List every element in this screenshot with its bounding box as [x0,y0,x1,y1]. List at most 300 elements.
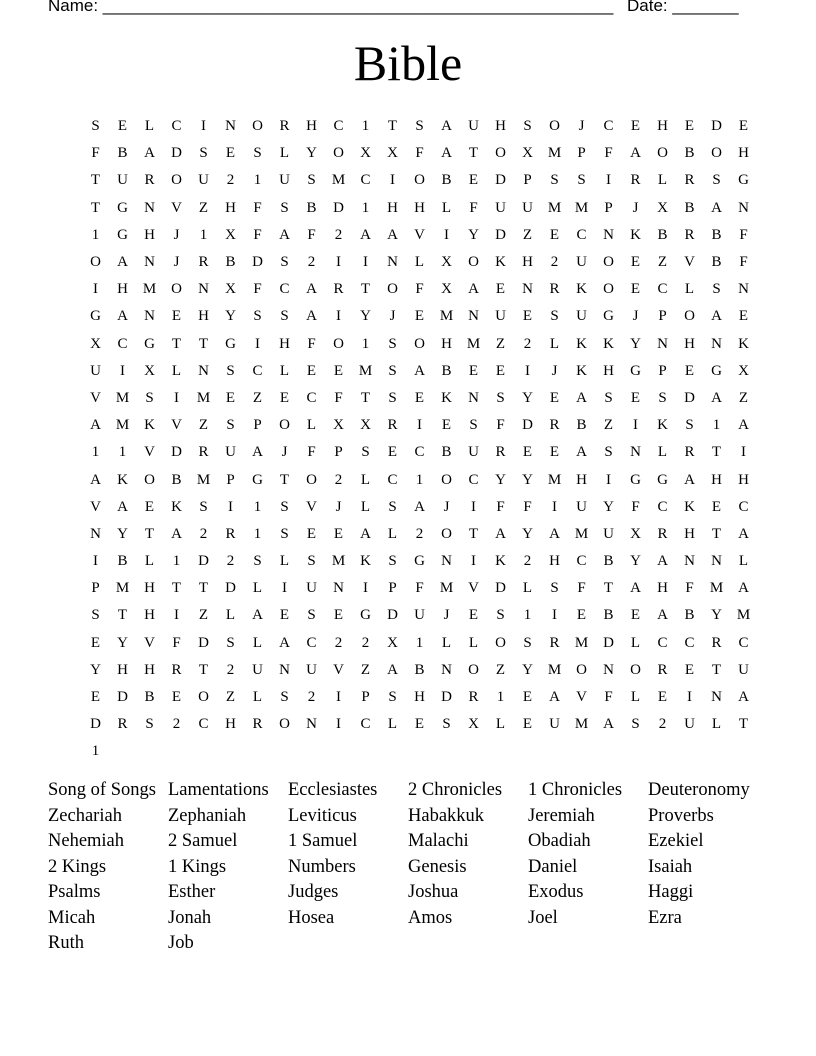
grid-cell[interactable]: O [603,254,614,271]
grid-cell[interactable]: M [196,389,211,406]
grid-cell[interactable]: D [198,634,209,651]
grid-cell[interactable]: N [144,199,155,216]
grid-cell[interactable]: L [225,607,236,624]
grid-cell[interactable]: A [468,281,479,298]
grid-cell[interactable]: T [171,580,182,597]
grid-cell[interactable]: B [117,145,128,162]
grid-cell[interactable]: X [387,634,398,651]
grid-cell[interactable]: A [144,145,155,162]
grid-cell[interactable]: I [174,607,179,624]
grid-cell[interactable]: T [90,199,101,216]
grid-cell[interactable]: H [522,254,533,271]
grid-cell[interactable]: F [496,498,505,515]
grid-cell[interactable]: E [171,308,182,325]
grid-cell[interactable]: M [547,145,562,162]
grid-cell[interactable]: N [144,308,155,325]
grid-cell[interactable]: N [684,553,695,570]
grid-cell[interactable]: H [684,335,695,352]
grid-cell[interactable]: O [387,281,398,298]
grid-cell[interactable]: F [253,226,262,243]
grid-cell[interactable]: B [117,553,128,570]
grid-cell[interactable]: T [279,471,290,488]
grid-cell[interactable]: Z [198,417,209,434]
grid-cell[interactable]: 1 [415,471,424,488]
grid-cell[interactable]: E [522,308,533,325]
grid-cell[interactable]: F [415,145,424,162]
grid-cell[interactable]: U [603,525,614,542]
grid-cell[interactable]: C [603,118,614,135]
grid-cell[interactable]: F [253,281,262,298]
grid-cell[interactable]: G [630,471,641,488]
grid-cell[interactable]: N [603,226,614,243]
grid-cell[interactable]: L [549,335,560,352]
grid-cell[interactable]: S [145,716,154,733]
grid-cell[interactable]: K [576,281,587,298]
grid-cell[interactable]: T [711,444,722,461]
grid-cell[interactable]: E [522,716,533,733]
grid-cell[interactable]: D [252,254,263,271]
grid-cell[interactable]: R [549,634,560,651]
grid-cell[interactable]: A [360,525,371,542]
grid-cell[interactable]: H [279,335,290,352]
grid-cell[interactable]: R [657,661,668,678]
grid-cell[interactable]: C [738,634,749,651]
grid-cell[interactable]: T [468,525,479,542]
grid-cell[interactable]: 1 [361,118,370,135]
grid-cell[interactable]: L [630,634,641,651]
grid-cell[interactable]: A [252,607,263,624]
grid-cell[interactable]: 2 [550,254,559,271]
grid-cell[interactable]: I [201,118,206,135]
grid-cell[interactable]: A [117,254,128,271]
grid-cell[interactable]: X [441,281,452,298]
grid-cell[interactable]: U [198,172,209,189]
grid-cell[interactable]: E [117,118,128,135]
grid-cell[interactable]: V [90,498,101,515]
grid-cell[interactable]: X [387,145,398,162]
grid-cell[interactable]: O [495,634,506,651]
grid-cell[interactable]: V [468,580,479,597]
grid-cell[interactable]: V [333,661,344,678]
grid-cell[interactable]: B [603,607,614,624]
grid-cell[interactable]: A [171,525,182,542]
grid-cell[interactable]: T [360,281,371,298]
grid-cell[interactable]: K [495,254,506,271]
grid-cell[interactable]: H [441,335,452,352]
grid-cell[interactable]: Y [522,471,533,488]
grid-cell[interactable]: R [252,716,263,733]
grid-cell[interactable]: A [90,417,101,434]
grid-cell[interactable]: B [144,689,155,706]
grid-cell[interactable]: E [738,118,749,135]
grid-cell[interactable]: P [658,308,667,325]
grid-cell[interactable]: K [576,362,587,379]
grid-cell[interactable]: N [225,118,236,135]
grid-cell[interactable]: T [171,335,182,352]
grid-cell[interactable]: S [199,145,208,162]
grid-cell[interactable]: C [306,634,317,651]
grid-cell[interactable]: A [711,199,722,216]
grid-cell[interactable]: T [117,607,128,624]
grid-cell[interactable]: E [468,362,479,379]
grid-cell[interactable]: O [441,471,452,488]
grid-cell[interactable]: M [439,580,454,597]
grid-cell[interactable]: K [576,335,587,352]
grid-cell[interactable]: G [630,362,641,379]
grid-cell[interactable]: T [468,145,479,162]
grid-cell[interactable]: F [631,498,640,515]
grid-cell[interactable]: B [414,661,425,678]
grid-cell[interactable]: Y [522,525,533,542]
grid-cell[interactable]: P [658,362,667,379]
grid-cell[interactable]: R [279,118,290,135]
grid-cell[interactable]: N [333,580,344,597]
grid-cell[interactable]: O [711,145,722,162]
grid-cell[interactable]: H [576,471,587,488]
grid-cell[interactable]: 2 [523,553,532,570]
grid-cell[interactable]: N [306,716,317,733]
grid-cell[interactable]: R [117,716,128,733]
grid-cell[interactable]: P [334,444,343,461]
grid-cell[interactable]: V [144,444,155,461]
grid-cell[interactable]: E [333,362,344,379]
grid-cell[interactable]: B [306,199,317,216]
grid-cell[interactable]: E [225,145,236,162]
grid-cell[interactable]: E [90,689,101,706]
grid-cell[interactable]: F [577,580,586,597]
grid-cell[interactable]: C [657,634,668,651]
grid-cell[interactable]: R [495,444,506,461]
grid-cell[interactable]: E [738,308,749,325]
grid-cell[interactable]: 2 [226,553,235,570]
grid-cell[interactable]: X [360,145,371,162]
grid-cell[interactable]: E [630,254,641,271]
grid-cell[interactable]: S [361,444,370,461]
grid-cell[interactable]: K [441,389,452,406]
grid-cell[interactable]: E [549,444,560,461]
grid-cell[interactable]: O [468,661,479,678]
grid-cell[interactable]: U [306,580,317,597]
grid-cell[interactable]: C [252,362,263,379]
grid-cell[interactable]: V [171,417,182,434]
grid-cell[interactable]: I [471,553,476,570]
grid-cell[interactable]: N [468,308,479,325]
grid-cell[interactable]: A [441,118,452,135]
grid-cell[interactable]: U [738,661,749,678]
grid-cell[interactable]: D [441,689,452,706]
grid-cell[interactable]: S [550,308,559,325]
grid-cell[interactable]: K [630,226,641,243]
grid-cell[interactable]: Z [657,254,668,271]
grid-cell[interactable]: T [360,389,371,406]
grid-cell[interactable]: X [738,362,749,379]
grid-cell[interactable]: A [414,362,425,379]
grid-cell[interactable]: H [144,607,155,624]
grid-cell[interactable]: A [657,607,668,624]
grid-cell[interactable]: R [549,417,560,434]
grid-cell[interactable]: U [306,661,317,678]
grid-cell[interactable]: 1 [361,335,370,352]
grid-cell[interactable]: R [630,172,641,189]
grid-cell[interactable]: P [604,199,613,216]
grid-cell[interactable]: N [90,525,101,542]
grid-cell[interactable]: E [279,607,290,624]
grid-cell[interactable]: S [685,417,694,434]
grid-cell[interactable]: S [415,118,424,135]
grid-cell[interactable]: S [280,689,289,706]
grid-cell[interactable]: J [173,226,180,243]
grid-cell[interactable]: 2 [523,335,532,352]
grid-cell[interactable]: M [709,580,724,597]
grid-cell[interactable]: I [444,226,449,243]
grid-cell[interactable]: I [687,689,692,706]
grid-cell[interactable]: F [307,226,316,243]
grid-cell[interactable]: E [333,607,344,624]
grid-cell[interactable]: O [333,335,344,352]
grid-cell[interactable]: A [252,444,263,461]
grid-cell[interactable]: M [142,281,157,298]
grid-cell[interactable]: U [576,308,587,325]
grid-cell[interactable]: T [387,118,398,135]
grid-cell[interactable]: S [280,308,289,325]
grid-cell[interactable]: M [115,389,130,406]
grid-cell[interactable]: C [360,716,371,733]
grid-cell[interactable]: S [280,525,289,542]
grid-cell[interactable]: I [525,362,530,379]
grid-cell[interactable]: L [468,634,479,651]
grid-cell[interactable]: E [495,281,506,298]
grid-cell[interactable]: A [657,553,668,570]
grid-cell[interactable]: 2 [307,689,316,706]
grid-cell[interactable]: S [658,389,667,406]
grid-cell[interactable]: V [414,226,425,243]
grid-cell[interactable]: S [253,145,262,162]
grid-cell[interactable]: O [495,145,506,162]
grid-cell[interactable]: U [252,661,263,678]
grid-cell[interactable]: S [388,498,397,515]
grid-cell[interactable]: G [144,335,155,352]
grid-cell[interactable]: S [604,444,613,461]
grid-cell[interactable]: U [279,172,290,189]
grid-cell[interactable]: A [306,281,317,298]
grid-cell[interactable]: K [144,417,155,434]
grid-cell[interactable]: S [253,553,262,570]
grid-cell[interactable]: L [252,580,263,597]
grid-cell[interactable]: O [603,281,614,298]
grid-cell[interactable]: R [387,417,398,434]
grid-cell[interactable]: L [360,498,371,515]
grid-cell[interactable]: A [738,417,749,434]
grid-cell[interactable]: O [468,254,479,271]
grid-cell[interactable]: N [441,553,452,570]
grid-cell[interactable]: V [684,254,695,271]
grid-cell[interactable]: S [388,362,397,379]
grid-cell[interactable]: I [228,498,233,515]
grid-cell[interactable]: X [360,417,371,434]
grid-cell[interactable]: 2 [226,172,235,189]
grid-cell[interactable]: N [279,661,290,678]
grid-cell[interactable]: E [522,444,533,461]
grid-cell[interactable]: A [414,498,425,515]
grid-cell[interactable]: L [711,716,722,733]
grid-cell[interactable]: J [443,498,450,515]
grid-cell[interactable]: N [630,444,641,461]
grid-cell[interactable]: B [711,254,722,271]
grid-cell[interactable]: S [91,118,100,135]
grid-cell[interactable]: N [738,281,749,298]
grid-cell[interactable]: M [196,471,211,488]
grid-cell[interactable]: R [684,226,695,243]
grid-cell[interactable]: G [117,226,128,243]
grid-cell[interactable]: 2 [658,716,667,733]
grid-cell[interactable]: C [171,118,182,135]
grid-cell[interactable]: A [603,716,614,733]
grid-cell[interactable]: S [253,308,262,325]
grid-cell[interactable]: Z [738,389,749,406]
grid-cell[interactable]: A [576,389,587,406]
grid-cell[interactable]: M [574,199,589,216]
grid-cell[interactable]: Y [630,553,641,570]
grid-cell[interactable]: E [630,389,641,406]
grid-cell[interactable]: M [358,362,373,379]
grid-cell[interactable]: F [91,145,100,162]
grid-cell[interactable]: R [198,254,209,271]
grid-cell[interactable]: A [360,226,371,243]
grid-cell[interactable]: G [657,471,668,488]
grid-cell[interactable]: F [496,417,505,434]
grid-cell[interactable]: P [577,145,586,162]
grid-cell[interactable]: I [282,580,287,597]
grid-cell[interactable]: E [306,362,317,379]
grid-cell[interactable]: 2 [307,254,316,271]
grid-cell[interactable]: Y [522,661,533,678]
grid-cell[interactable]: P [91,580,100,597]
grid-cell[interactable]: L [252,634,263,651]
grid-cell[interactable]: T [198,661,209,678]
grid-cell[interactable]: U [468,118,479,135]
grid-cell[interactable]: H [414,199,425,216]
grid-cell[interactable]: 1 [496,689,505,706]
grid-cell[interactable]: O [90,254,101,271]
grid-cell[interactable]: B [684,607,695,624]
grid-cell[interactable]: T [198,335,209,352]
grid-cell[interactable]: N [198,362,209,379]
grid-cell[interactable]: B [684,145,695,162]
grid-cell[interactable]: A [441,145,452,162]
grid-cell[interactable]: G [603,308,614,325]
grid-cell[interactable]: I [363,580,368,597]
grid-cell[interactable]: H [603,362,614,379]
grid-cell[interactable]: I [336,308,341,325]
grid-cell[interactable]: H [657,580,668,597]
grid-cell[interactable]: S [631,716,640,733]
grid-cell[interactable]: Y [117,525,128,542]
grid-cell[interactable]: L [738,553,749,570]
grid-cell[interactable]: C [576,226,587,243]
grid-cell[interactable]: O [684,308,695,325]
grid-cell[interactable]: L [360,471,371,488]
grid-cell[interactable]: H [306,118,317,135]
grid-cell[interactable]: 1 [415,634,424,651]
grid-cell[interactable]: X [522,145,533,162]
grid-cell[interactable]: R [225,525,236,542]
grid-cell[interactable]: C [198,716,209,733]
grid-cell[interactable]: G [711,362,722,379]
grid-cell[interactable]: J [632,308,639,325]
grid-cell[interactable]: F [739,226,748,243]
grid-cell[interactable]: J [173,254,180,271]
grid-cell[interactable]: D [603,634,614,651]
grid-cell[interactable]: S [442,716,451,733]
grid-cell[interactable]: C [387,471,398,488]
grid-cell[interactable]: I [417,417,422,434]
grid-cell[interactable]: G [252,471,263,488]
grid-cell[interactable]: N [657,335,668,352]
grid-cell[interactable]: S [712,281,721,298]
grid-cell[interactable]: X [225,281,236,298]
grid-cell[interactable]: S [226,634,235,651]
grid-cell[interactable]: X [630,525,641,542]
grid-cell[interactable]: A [117,498,128,515]
grid-cell[interactable]: O [198,689,209,706]
grid-cell[interactable]: E [468,607,479,624]
grid-cell[interactable]: I [336,689,341,706]
grid-cell[interactable]: L [630,689,641,706]
grid-cell[interactable]: I [120,362,125,379]
grid-cell[interactable]: S [280,498,289,515]
grid-cell[interactable]: N [522,281,533,298]
grid-cell[interactable]: V [576,689,587,706]
grid-cell[interactable]: B [657,226,668,243]
grid-cell[interactable]: A [711,308,722,325]
grid-cell[interactable]: T [144,525,155,542]
grid-cell[interactable]: K [684,498,695,515]
grid-cell[interactable]: C [657,281,668,298]
grid-cell[interactable]: Y [495,471,506,488]
date-field[interactable]: Date: _______ [627,0,739,15]
grid-cell[interactable]: R [711,634,722,651]
grid-cell[interactable]: M [547,199,562,216]
grid-cell[interactable]: U [495,308,506,325]
grid-cell[interactable]: A [576,444,587,461]
grid-cell[interactable]: M [331,172,346,189]
grid-cell[interactable]: E [144,498,155,515]
grid-cell[interactable]: B [441,444,452,461]
grid-cell[interactable]: E [225,389,236,406]
grid-cell[interactable]: L [279,145,290,162]
grid-cell[interactable]: U [522,199,533,216]
grid-cell[interactable]: E [630,607,641,624]
grid-cell[interactable]: C [360,172,371,189]
grid-cell[interactable]: G [117,199,128,216]
grid-cell[interactable]: C [306,389,317,406]
grid-cell[interactable]: F [334,389,343,406]
grid-cell[interactable]: D [90,716,101,733]
grid-cell[interactable]: 1 [523,607,532,624]
grid-cell[interactable]: K [738,335,749,352]
grid-cell[interactable]: K [117,471,128,488]
grid-cell[interactable]: P [388,580,397,597]
grid-cell[interactable]: L [657,172,668,189]
grid-cell[interactable]: Z [198,607,209,624]
grid-cell[interactable]: E [414,716,425,733]
grid-cell[interactable]: D [711,118,722,135]
grid-cell[interactable]: X [468,716,479,733]
grid-cell[interactable]: H [711,471,722,488]
grid-cell[interactable]: U [549,716,560,733]
grid-cell[interactable]: F [685,580,694,597]
grid-cell[interactable]: M [115,580,130,597]
